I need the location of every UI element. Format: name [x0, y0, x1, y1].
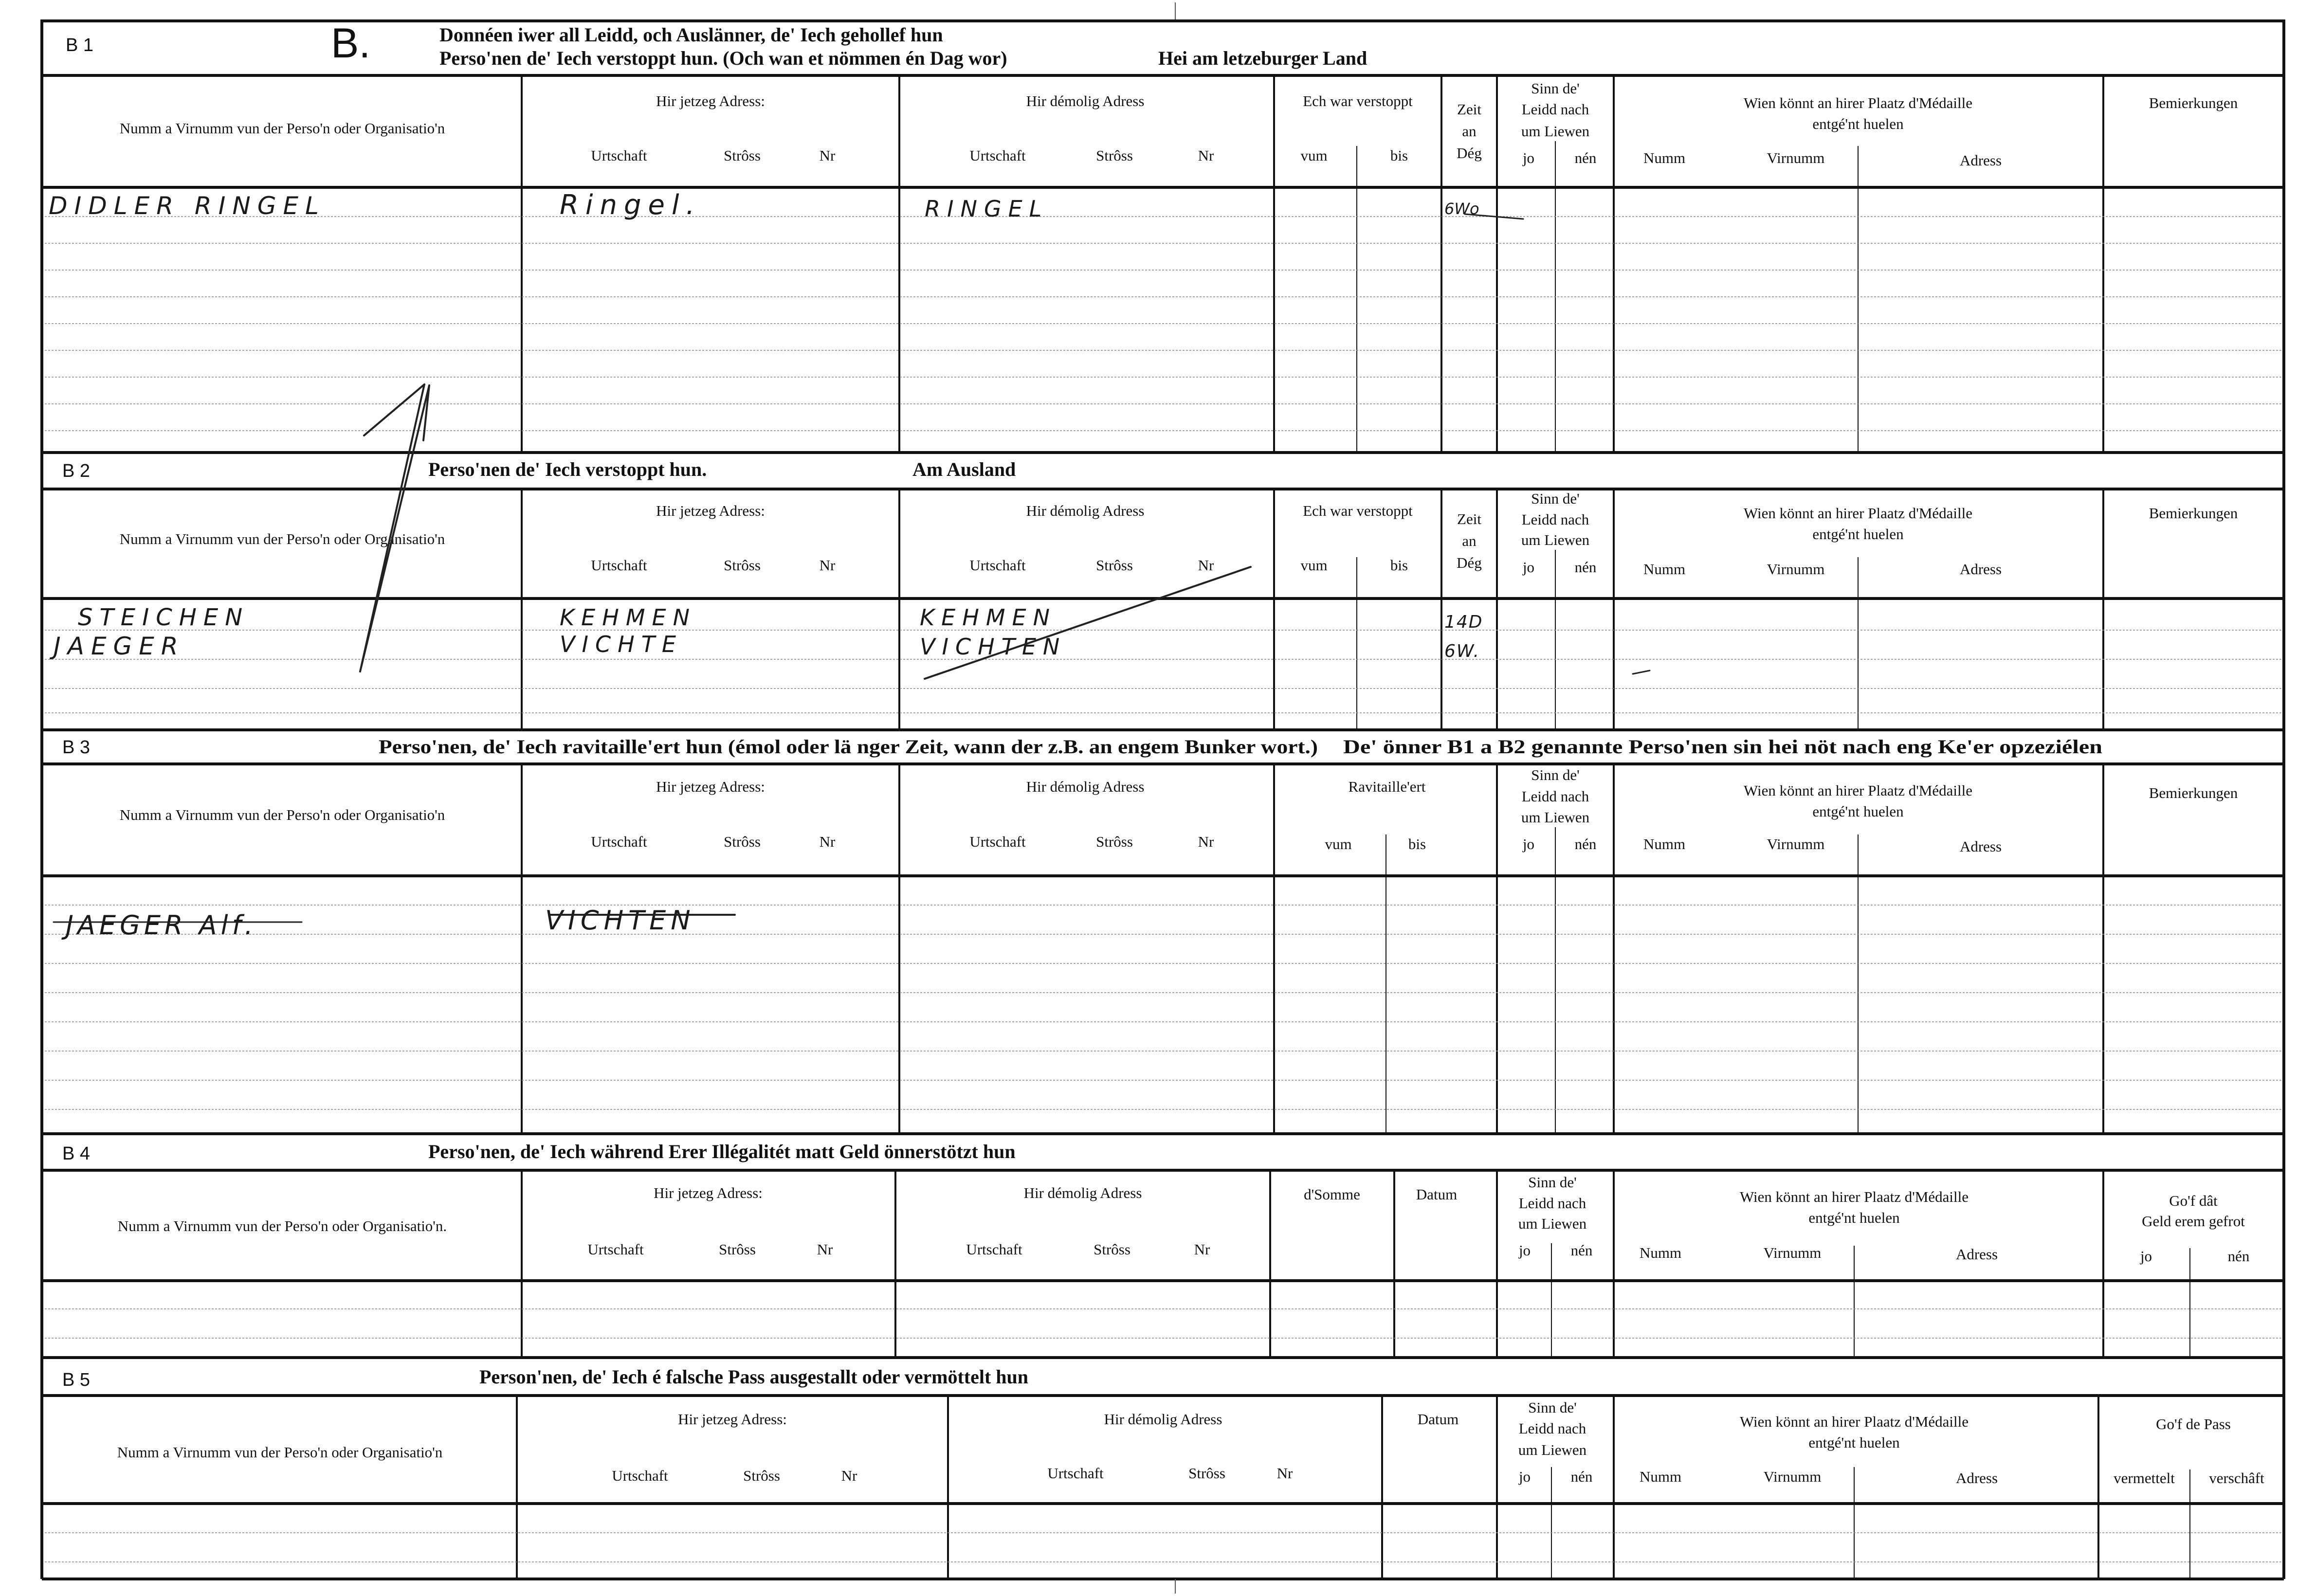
b2-header-remarks: Bemierkungen — [2149, 505, 2238, 522]
b5-header-alive-2: Leidd nach — [1518, 1420, 1586, 1437]
b1-header-alive-2: Leidd nach — [1521, 101, 1589, 118]
b4-header-former-address: Hir démolig Adress — [1023, 1184, 1142, 1201]
b2-title: Perso'nen de' Iech verstoppt hun. — [428, 458, 707, 480]
b1-header-medal-2: entgé'nt huelen — [1812, 115, 1904, 132]
b5-header-current-number: Nr — [841, 1467, 857, 1484]
b2-header-surname: Numm — [1643, 561, 1686, 578]
b1-header-to: bis — [1390, 147, 1408, 164]
b1-header-yes: jo — [1522, 149, 1535, 166]
b2-header-yes: jo — [1522, 559, 1535, 576]
b4-header-medal-1: Wien könnt an hirer Plaatz d'Médaille — [1739, 1188, 1969, 1205]
b1-header-current-number: Nr — [819, 147, 836, 164]
b4-header-address: Adress — [1955, 1246, 1998, 1263]
b4-header-yes: jo — [1518, 1242, 1531, 1259]
b3-header-remarks: Bemierkungen — [2149, 784, 2238, 801]
b4-header-surname: Numm — [1639, 1244, 1682, 1261]
b1-header-days: Dég — [1457, 145, 1482, 162]
b1-header-current-address: Hir jetzeg Adress: — [656, 92, 765, 109]
b3-header-firstname: Virnumm — [1767, 835, 1825, 852]
b1-header-firstname: Virnumm — [1767, 149, 1825, 166]
b1-header-medal-1: Wien könnt an hirer Plaatz d'Médaille — [1743, 94, 1973, 111]
b5-header-no: nén — [1570, 1468, 1593, 1485]
b4-header-alive-2: Leidd nach — [1518, 1195, 1586, 1212]
b1-title-line1: Donnéen iwer all Leidd, och Auslänner, de' Iech gehollef hun — [439, 24, 943, 46]
b4-title: Perso'nen, de' Iech während Erer Illégalitét matt Geld önnerstötzt hun — [428, 1141, 1016, 1162]
b5-header-current-address: Hir jetzeg Adress: — [678, 1411, 787, 1428]
b5-header-address: Adress — [1955, 1469, 1998, 1487]
b3-header-address: Adress — [1959, 838, 2002, 855]
b3-header-yes: jo — [1522, 835, 1535, 852]
b4-header-current-street: Strôss — [719, 1241, 756, 1258]
b5-header-name: Numm a Virnumm vun der Perso'n oder Organisatio'n — [117, 1444, 443, 1461]
b5-header-alive-1: Sinn de' — [1528, 1399, 1577, 1416]
section-code-b2: B 2 — [62, 461, 91, 481]
b5-header-former-town: Urtschaft — [1047, 1465, 1104, 1482]
b1-header-address: Adress — [1959, 152, 2002, 169]
section-code-b3: B 3 — [62, 737, 91, 758]
b2-header-former-address: Hir démolig Adress — [1026, 502, 1145, 519]
b5-header-mediated: vermettelt — [2114, 1469, 2175, 1487]
b1-header-an: an — [1462, 123, 1477, 140]
b1-header-from: vum — [1300, 147, 1328, 164]
b2-header-no: nén — [1574, 559, 1597, 576]
b1-header-surname: Numm — [1643, 149, 1686, 166]
b1-header-former-town: Urtschaft — [969, 147, 1026, 164]
b5-header-pass: Go'f de Pass — [2156, 1415, 2231, 1433]
b4-header-no-2: nén — [2227, 1248, 2250, 1265]
b5-header-former-street: Strôss — [1188, 1465, 1225, 1482]
b3-header-medal-2: entgé'nt huelen — [1812, 803, 1904, 820]
b1-header-name: Numm a Virnumm vun der Perso'n oder Organisatio'n — [119, 120, 445, 137]
b4-header-alive-3: um Liewen — [1518, 1215, 1587, 1232]
b1-entry-name: DIDLER RINGEL — [49, 192, 326, 220]
b2-header-current-address: Hir jetzeg Adress: — [656, 502, 765, 519]
b1-entry-days: 6Wo — [1444, 200, 1479, 218]
b2-entry-days-1: 14D — [1444, 612, 1483, 632]
b3-header-medal-1: Wien könnt an hirer Plaatz d'Médaille — [1743, 782, 1973, 799]
b1-header-former-street: Strôss — [1096, 147, 1133, 164]
b2-entry-former-1: KEHMEN — [920, 604, 1057, 631]
b2-entry-name-1: STEICHEN — [78, 604, 250, 631]
b1-header-former-number: Nr — [1198, 147, 1214, 164]
b2-header-to: bis — [1390, 557, 1408, 574]
b2-header-address: Adress — [1959, 561, 2002, 578]
b2-header-alive-2: Leidd nach — [1521, 511, 1589, 528]
b5-header-alive-3: um Liewen — [1518, 1441, 1587, 1458]
b3-header-former-town: Urtschaft — [969, 833, 1026, 850]
b2-entry-name-2: JAEGER — [54, 632, 185, 660]
b4-header-alive-1: Sinn de' — [1528, 1174, 1577, 1191]
section-code-b1: B 1 — [66, 35, 94, 55]
b2-header-hidden: Ech war verstoppt — [1303, 502, 1413, 519]
b3-header-former-street: Strôss — [1096, 833, 1133, 850]
b5-header-procured: verschâft — [2209, 1469, 2264, 1487]
b1-title-right: Hei am letzeburger Land — [1158, 47, 1367, 69]
b3-header-former-number: Nr — [1198, 833, 1214, 850]
b1-header-alive-3: um Liewen — [1521, 123, 1590, 140]
b1-header-former-address: Hir démolig Adress — [1026, 92, 1145, 109]
b5-header-former-number: Nr — [1276, 1465, 1293, 1482]
b4-header-firstname: Virnumm — [1763, 1244, 1822, 1261]
b3-header-alive-2: Leidd nach — [1521, 788, 1589, 805]
b5-header-medal-1: Wien könnt an hirer Plaatz d'Médaille — [1739, 1413, 1969, 1430]
b2-header-name: Numm a Virnumm vun der Perso'n oder Organisatio'n — [119, 530, 445, 547]
b3-header-alive-3: um Liewen — [1521, 809, 1590, 826]
b1-title-line2: Perso'nen de' Iech verstoppt hun. (Och wan et nömmen én Dag wor) — [439, 47, 1007, 69]
b2-entry-current-2: VICHTE — [560, 631, 683, 657]
b2-header-alive-1: Sinn de' — [1531, 490, 1580, 507]
b1-header-alive-1: Sinn de' — [1531, 80, 1580, 97]
b3-header-no: nén — [1574, 835, 1597, 852]
b3-entry-name: JAEGER Alf. — [66, 910, 257, 941]
b3-title-right: De' önner B1 a B2 genannte Perso'nen sin hei nöt nach eng Ke'er opzeziélen — [1343, 736, 2102, 758]
b3-header-current-address: Hir jetzeg Adress: — [656, 778, 765, 795]
b5-header-former-address: Hir démolig Adress — [1104, 1411, 1222, 1428]
b2-entry-days-2: 6W. — [1444, 641, 1480, 661]
b1-header-current-street: Strôss — [724, 147, 761, 164]
b1-header-no: nén — [1574, 149, 1597, 166]
b2-header-former-town: Urtschaft — [969, 557, 1026, 574]
b1-header-hidden: Ech war verstoppt — [1303, 92, 1413, 109]
b3-header-supplied: Ravitaille'ert — [1348, 778, 1426, 795]
b3-header-alive-1: Sinn de' — [1531, 766, 1580, 783]
b5-header-medal-2: entgé'nt huelen — [1808, 1434, 1900, 1451]
b3-title: Perso'nen, de' Iech ravitaille'ert hun (émol oder lä nger Zeit, wann der z.B. an engem Bunker wort.) — [379, 736, 1318, 758]
b2-header-current-number: Nr — [819, 557, 836, 574]
b3-header-from: vum — [1325, 835, 1352, 852]
b4-header-medal-2: entgé'nt huelen — [1808, 1209, 1900, 1226]
b3-header-current-street: Strôss — [724, 833, 761, 850]
b5-header-current-town: Urtschaft — [612, 1467, 668, 1484]
b1-header-time: Zeit — [1457, 101, 1481, 118]
b2-header-days: Dég — [1457, 554, 1482, 571]
b3-entry-current: VICHTEN — [545, 905, 695, 936]
b4-header-former-number: Nr — [1194, 1241, 1210, 1258]
b2-header-medal-1: Wien könnt an hirer Plaatz d'Médaille — [1743, 505, 1973, 522]
b5-header-surname: Numm — [1639, 1468, 1682, 1485]
b1-entry-former-town: RINGEL — [925, 196, 1049, 222]
b2-header-from: vum — [1300, 557, 1328, 574]
b4-header-sum: d'Somme — [1304, 1186, 1360, 1203]
b5-header-current-street: Strôss — [743, 1467, 780, 1484]
b4-header-current-number: Nr — [817, 1241, 833, 1258]
form-letter: B. — [331, 20, 371, 67]
b4-header-money-2: Geld erem gefrot — [2142, 1213, 2245, 1230]
b2-header-an: an — [1462, 532, 1477, 549]
b4-header-current-town: Urtschaft — [587, 1241, 644, 1258]
b2-header-former-number: Nr — [1198, 557, 1214, 574]
b5-title: Person'nen, de' Iech é falsche Pass ausgestallt oder vermöttelt hun — [479, 1366, 1029, 1388]
b3-header-surname: Numm — [1643, 835, 1686, 852]
b3-header-to: bis — [1408, 835, 1426, 852]
b4-header-name: Numm a Virnumm vun der Perso'n oder Organisatio'n. — [117, 1217, 447, 1234]
b4-header-former-street: Strôss — [1094, 1241, 1130, 1258]
b4-header-date: Datum — [1416, 1186, 1458, 1203]
b2-header-time: Zeit — [1457, 510, 1481, 527]
section-code-b4: B 4 — [62, 1143, 91, 1164]
b1-entry-current-town: Ringel. — [560, 189, 702, 221]
b2-header-current-street: Strôss — [724, 557, 761, 574]
b2-header-current-town: Urtschaft — [591, 557, 647, 574]
b4-header-no: nén — [1570, 1242, 1593, 1259]
b3-header-current-number: Nr — [819, 833, 836, 850]
b5-header-firstname: Virnumm — [1763, 1468, 1822, 1485]
b2-entry-former-2: VICHTEN — [920, 634, 1067, 660]
b2-entry-current-1: KEHMEN — [560, 604, 696, 631]
b3-header-former-address: Hir démolig Adress — [1026, 778, 1145, 795]
b5-header-date: Datum — [1417, 1411, 1459, 1428]
b1-header-current-town: Urtschaft — [591, 147, 647, 164]
b2-header-former-street: Strôss — [1096, 557, 1133, 574]
b4-header-former-town: Urtschaft — [966, 1241, 1022, 1258]
b2-title-right: Am Ausland — [912, 458, 1016, 480]
b2-header-medal-2: entgé'nt huelen — [1812, 526, 1904, 543]
b5-header-yes: jo — [1518, 1468, 1531, 1485]
b4-header-money-1: Go'f dât — [2169, 1192, 2218, 1209]
b1-header-remarks: Bemierkungen — [2149, 94, 2238, 111]
b3-header-current-town: Urtschaft — [591, 833, 647, 850]
b3-header-name: Numm a Virnumm vun der Perso'n oder Organisatio'n — [119, 806, 445, 823]
b4-header-current-address: Hir jetzeg Adress: — [654, 1184, 763, 1201]
b2-header-firstname: Virnumm — [1767, 561, 1825, 578]
b2-header-alive-3: um Liewen — [1521, 531, 1590, 548]
b4-header-yes-2: jo — [2140, 1248, 2152, 1265]
section-code-b5: B 5 — [62, 1370, 91, 1390]
